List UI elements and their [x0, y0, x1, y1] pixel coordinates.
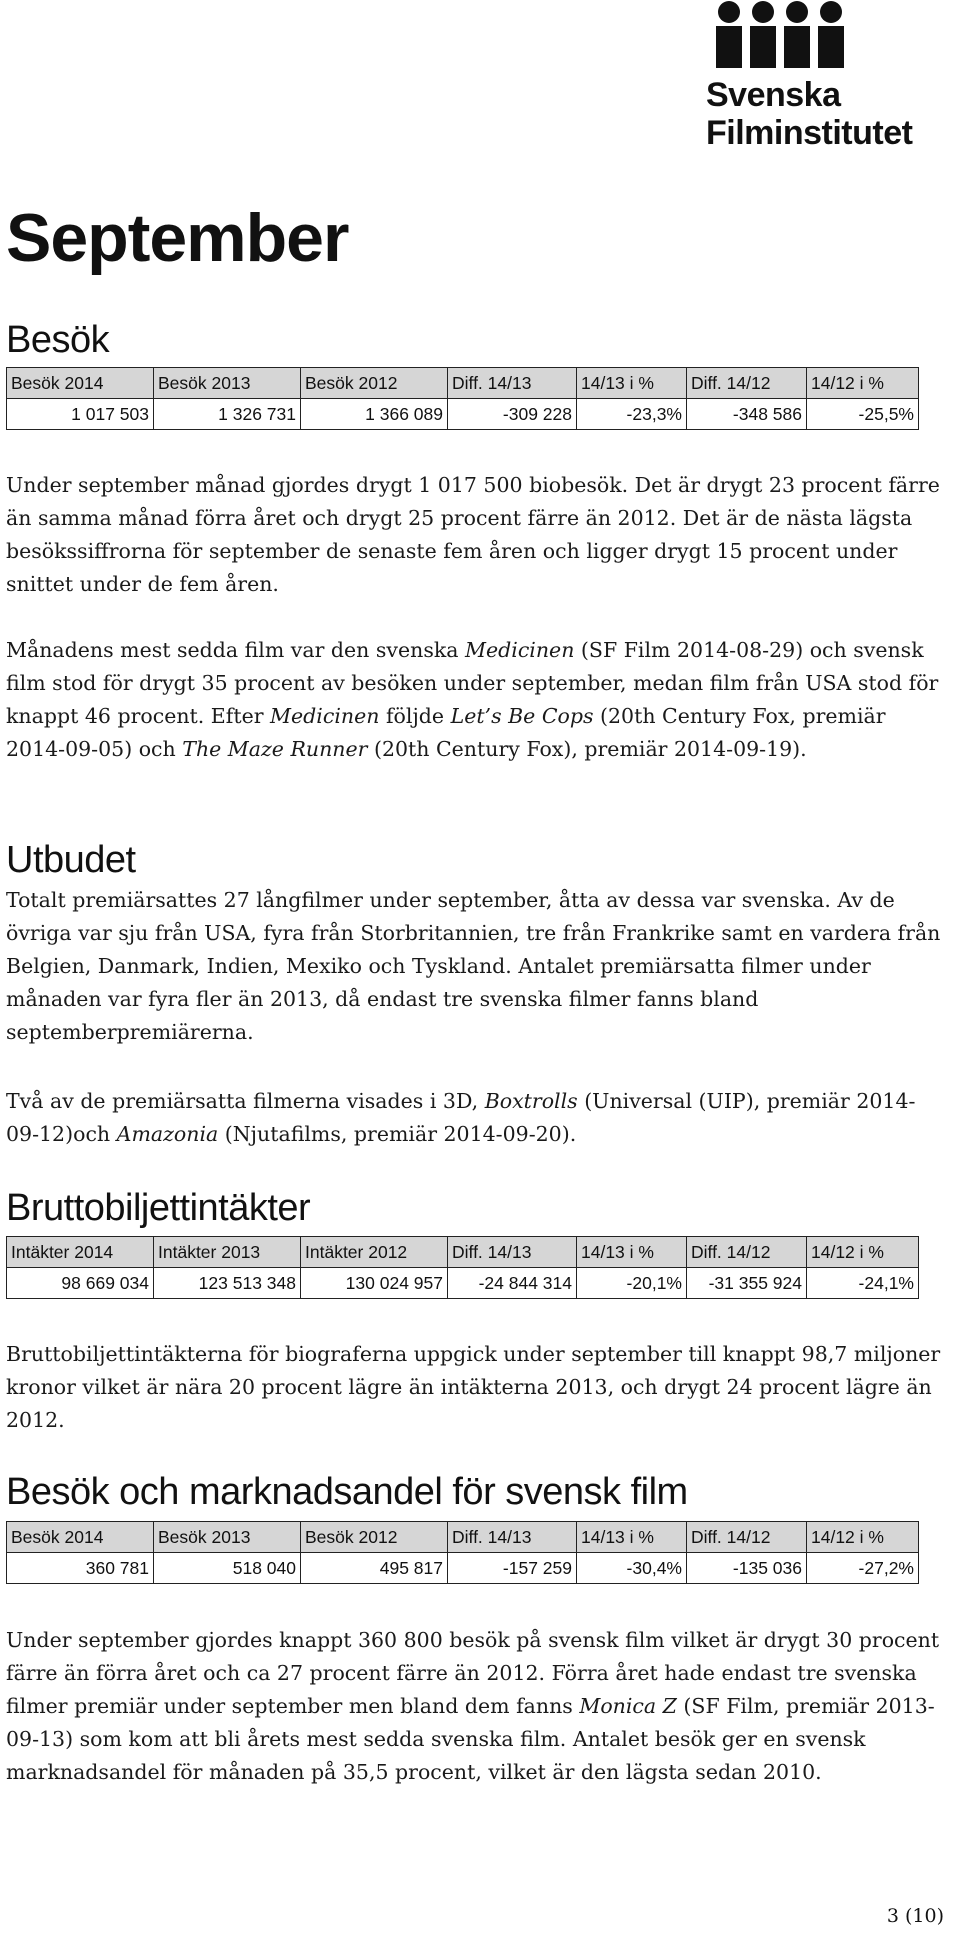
- table-header-cell: Intäkter 2012: [301, 1237, 448, 1268]
- logo-text: [706, 76, 912, 152]
- table-header-row: [7, 1522, 919, 1553]
- table-cell: -309 228: [448, 399, 577, 430]
- text-run: (Njutafilms, premiär 2014-09-20).: [218, 1122, 577, 1146]
- table-cell: -27,2%: [807, 1553, 919, 1584]
- utbudet-paragraph-2: [6, 1085, 946, 1151]
- table-cell: -24,1%: [807, 1268, 919, 1299]
- logo-line-1: Svenska: [706, 76, 841, 114]
- table-cell: -348 586: [687, 399, 807, 430]
- table-header-cell: Intäkter 2014: [7, 1237, 154, 1268]
- table-cell: -135 036: [687, 1553, 807, 1584]
- table-cell: 360 781: [7, 1553, 154, 1584]
- text-run: (20th Century Fox, premiär 2014-09-05) och: [6, 704, 886, 761]
- table-header-cell: 14/12 i %: [807, 1522, 919, 1553]
- table-cell: -31 355 924: [687, 1268, 807, 1299]
- table-header-cell: Besök 2012: [301, 1522, 448, 1553]
- table-header-cell: 14/13 i %: [577, 1522, 687, 1553]
- table-header-cell: Diff. 14/12: [687, 1237, 807, 1268]
- svensk-paragraph-1: [6, 1624, 946, 1789]
- film-title: Let’s Be Cops: [450, 704, 594, 728]
- table-header-cell: Besök 2013: [154, 368, 301, 399]
- table-cell: -24 844 314: [448, 1268, 577, 1299]
- table-cell: -20,1%: [577, 1268, 687, 1299]
- table-header-cell: Besök 2014: [7, 1522, 154, 1553]
- table-cell: 1 366 089: [301, 399, 448, 430]
- page-title: September: [6, 200, 349, 276]
- film-title: Medicinen: [270, 704, 380, 728]
- film-title: Medicinen: [465, 638, 575, 662]
- table-header-cell: Intäkter 2013: [154, 1237, 301, 1268]
- table-row: [7, 1553, 919, 1584]
- utbudet-paragraph-1: Totalt premiärsattes 27 långfilmer under september, åtta av dessa var svenska. Av de övriga var sju från USA, fyra från Storbritannien, tre från Frankrike samt en vardera från Belgien, Danmark, Indien, Mexiko och Tyskland. Antalet premiärsatta filmer under månaden var fyra fler än 2013, då endast tre svenska filmer fanns bland septemberpremiärerna.: [6, 888, 941, 1044]
- table-cell: -23,3%: [577, 399, 687, 430]
- svensk-heading: Besök och marknadsandel för svensk film: [6, 1471, 688, 1513]
- logo: [706, 0, 956, 160]
- brutto-heading: Bruttobiljettintäkter: [6, 1187, 311, 1229]
- table-row: [7, 399, 919, 430]
- table-cell: 1 017 503: [7, 399, 154, 430]
- page-number: 3 (10): [886, 1905, 944, 1927]
- film-title: Boxtrolls: [484, 1089, 578, 1113]
- table-cell: -157 259: [448, 1553, 577, 1584]
- text-run: Under september gjordes knappt 360 800 besök på svensk film vilket är drygt 30 procent färre än förra året och ca 27 procent färre än 2012. Förra året hade endast tre svenska filmer premiär under september men bland dem fanns: [6, 1628, 940, 1718]
- table-header-cell: Besök 2012: [301, 368, 448, 399]
- text-run: (20th Century Fox), premiär 2014-09-19).: [367, 737, 807, 761]
- table-cell: 518 040: [154, 1553, 301, 1584]
- table-header-cell: Besök 2014: [7, 368, 154, 399]
- besok-table: [6, 367, 919, 430]
- text-run: Månadens mest sedda film var den svenska: [6, 638, 466, 662]
- table-cell: 495 817: [301, 1553, 448, 1584]
- table-header-cell: 14/13 i %: [577, 368, 687, 399]
- table-header-row: [7, 1237, 919, 1268]
- table-header-cell: 14/12 i %: [807, 1237, 919, 1268]
- table-header-row: [7, 368, 919, 399]
- brutto-paragraph-1: Bruttobiljettintäkterna för biograferna uppgick under september till knappt 98,7 miljoner kronor vilket är nära 20 procent lägre än intäkterna 2013, och drygt 24 procent lägre än 2012.: [6, 1342, 941, 1432]
- text-run: Två av de premiärsatta filmerna visades i 3D,: [6, 1089, 485, 1113]
- besok-paragraph-1: Under september månad gjordes drygt 1 017 500 biobesök. Det är drygt 23 procent färre än samma månad förra året och drygt 25 procent färre än 2012. Det är de nästa lägsta besökssiffrorna för september de senaste fem åren och ligger drygt 15 procent under snittet under de fem åren.: [6, 473, 940, 596]
- table-header-cell: Besök 2013: [154, 1522, 301, 1553]
- table-cell: 98 669 034: [7, 1268, 154, 1299]
- table-cell: 130 024 957: [301, 1268, 448, 1299]
- utbudet-heading: Utbudet: [6, 839, 136, 881]
- table-header-cell: Diff. 14/13: [448, 1522, 577, 1553]
- svensk-table: [6, 1521, 919, 1584]
- text-run: följde: [379, 704, 451, 728]
- logo-marks-icon: [706, 0, 956, 70]
- table-header-cell: 14/13 i %: [577, 1237, 687, 1268]
- table-row: [7, 1268, 919, 1299]
- text-run: (SF Film 2014-08-29) och svensk film stod för drygt 35 procent av besöken under september, medan film från USA stod för knappt 46 procent. Efter: [6, 638, 939, 728]
- besok-paragraph-2: [6, 634, 946, 766]
- besok-heading: Besök: [6, 319, 110, 361]
- text-run: (SF Film, premiär 2013-09-13) som kom att bli årets mest sedda svenska film. Antalet besök ger en svensk marknadsandel för månaden på 35,5 procent, vilket är den lägsta sedan 2010.: [6, 1694, 935, 1784]
- table-header-cell: Diff. 14/12: [687, 368, 807, 399]
- film-title: Monica Z: [579, 1694, 677, 1718]
- brutto-table: [6, 1236, 919, 1299]
- text-run: (Universal (UIP), premiär 2014-09-12)och: [6, 1089, 916, 1146]
- film-title: The Maze Runner: [182, 737, 368, 761]
- table-cell: -30,4%: [577, 1553, 687, 1584]
- table-cell: -25,5%: [807, 399, 919, 430]
- table-cell: 1 326 731: [154, 399, 301, 430]
- table-header-cell: Diff. 14/13: [448, 368, 577, 399]
- table-cell: 123 513 348: [154, 1268, 301, 1299]
- table-header-cell: 14/12 i %: [807, 368, 919, 399]
- logo-line-2: Filminstitutet: [706, 114, 913, 152]
- table-header-cell: Diff. 14/13: [448, 1237, 577, 1268]
- table-header-cell: Diff. 14/12: [687, 1522, 807, 1553]
- film-title: Amazonia: [116, 1122, 219, 1146]
